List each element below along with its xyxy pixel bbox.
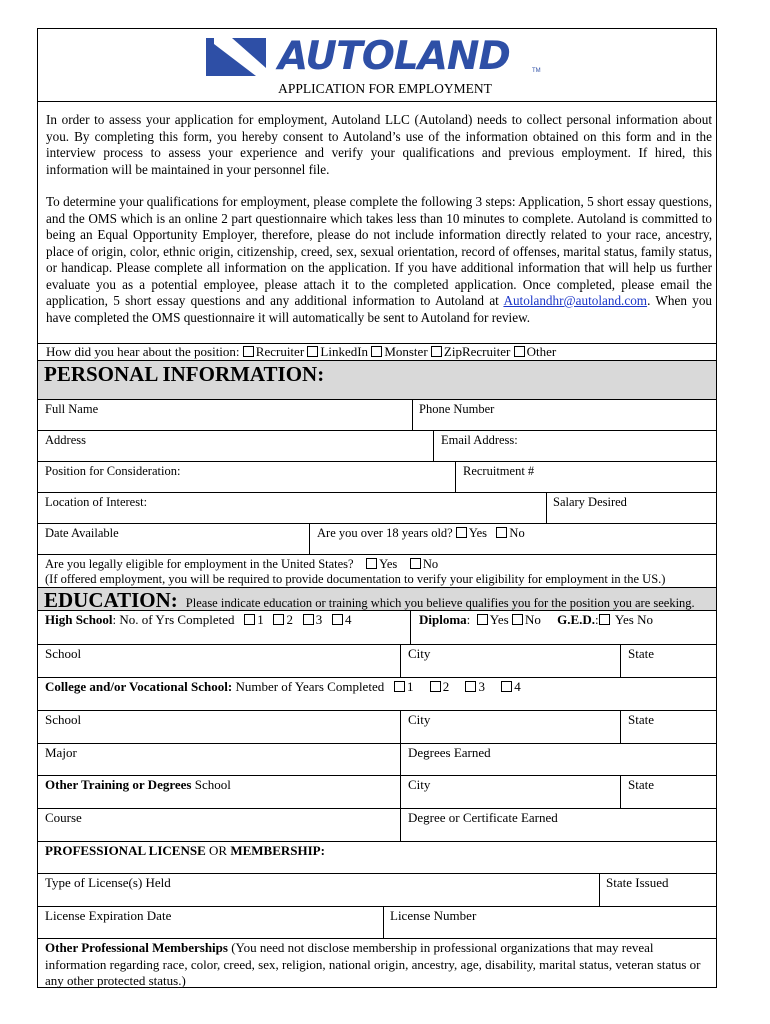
recruitment-field[interactable]: [456, 462, 716, 492]
position-label: Position for Consideration:: [45, 464, 181, 478]
college-label: College and/or Vocational School:: [45, 679, 233, 694]
education-heading: EDUCATION:: [44, 588, 178, 612]
over-18-no-checkbox[interactable]: [496, 527, 507, 538]
address-label: Address: [45, 433, 86, 447]
hs-year-2-label: 2: [286, 612, 293, 627]
college-year-3-label: 3: [478, 679, 485, 694]
license-heading-1: PROFESSIONAL LICENSE: [45, 843, 206, 858]
diploma-no-checkbox[interactable]: [512, 614, 523, 625]
memberships-note: (You need not disclose membership in professional organizations that may reveal information regarding race, color, creed, sex, religion, national origin, ancestry, age, disability, marital status, veteran status or any other protected status.): [45, 940, 701, 988]
high-school-label: High School: [45, 612, 113, 627]
other-label: Other: [526, 344, 557, 359]
hs-year-1-label: 1: [257, 612, 264, 627]
location-label: Location of Interest:: [45, 495, 148, 509]
date-available-label: Date Available: [45, 526, 119, 540]
ged-label: G.E.D.: [557, 612, 596, 627]
form-title: APPLICATION FOR EMPLOYMENT: [278, 81, 492, 96]
college-years-label: Number of Years Completed: [232, 679, 385, 694]
phone-label: Phone Number: [419, 402, 495, 416]
autoland-logo: [206, 36, 546, 80]
hs-school-label: School: [45, 646, 82, 661]
college-row: [45, 679, 521, 695]
college-year-1-label: 1: [406, 679, 414, 694]
college-year-1-checkbox[interactable]: [394, 681, 405, 692]
degrees-earned-label: Degrees Earned: [408, 745, 491, 760]
education-heading-row: [44, 588, 695, 612]
eligible-yes-checkbox[interactable]: [366, 558, 377, 569]
over-18-yes-checkbox[interactable]: [456, 527, 467, 538]
college-year-4-checkbox[interactable]: [501, 681, 512, 692]
memberships-text: [45, 940, 710, 990]
college-year-4-label: 4: [514, 679, 521, 694]
other-state-label: State: [628, 777, 654, 792]
eligible-no-label: No: [422, 557, 439, 571]
diploma-yes-label: Yes: [489, 612, 509, 627]
phone-field[interactable]: [413, 400, 716, 430]
salary-field[interactable]: [547, 493, 716, 523]
hs-year-2-checkbox[interactable]: [273, 614, 284, 625]
eligible-note: (If offered employment, you will be required to provide documentation to verify your eligibility for employment in the US.): [45, 572, 666, 586]
linkedin-checkbox[interactable]: [307, 346, 318, 357]
eligible-row: [45, 556, 438, 572]
high-school-years-label: : No. of Yrs Completed: [112, 612, 235, 627]
location-field[interactable]: [38, 493, 546, 523]
major-label: Major: [45, 745, 77, 760]
full-name-field[interactable]: [38, 400, 412, 430]
license-type-label: Type of License(s) Held: [45, 875, 171, 890]
hs-year-1-checkbox[interactable]: [244, 614, 255, 625]
recruitment-label: Recruitment #: [463, 464, 535, 478]
ziprecruiter-checkbox[interactable]: [431, 346, 442, 357]
diploma-row: Diploma: Yes No G.E.D.: Yes No: [419, 612, 653, 627]
date-available-field[interactable]: [38, 524, 309, 554]
over-18-yes-label: Yes: [468, 526, 488, 540]
other-city-label: City: [408, 777, 431, 792]
intro-paragraph-2-text: To determine your qualifications for employment, please complete the following 3 steps: Application, 5 short essay questions, and the OMS which is an online 2 part questionnaire which takes less than 10 minutes to complete. Autoland is committed to being an Equal Opportunity Employer, therefore, please do not include information directly related to your race, ancestry, place of origin, color, ethnic origin, citizenship, creed, sex, sexual orientation, record of offenses, marital status, family status, or handicap. Please complete all information on the application. If you have additional information that will help us further evaluate you as a potential employee, please attach it to the completed application. Once completed, please email the application, 5 short essay questions and any additional information to Autoland at: [46, 194, 712, 308]
college-school-label: School: [45, 712, 82, 727]
education-subheading: Please indicate education or training which you believe qualifies you for the position you are seeking.: [185, 596, 695, 610]
hear-about-row: [46, 344, 556, 360]
course-label: Course: [45, 810, 82, 825]
hs-state-label: State: [628, 646, 654, 661]
college-city-label: City: [408, 712, 431, 727]
other-training-row: [45, 777, 231, 793]
monster-checkbox[interactable]: [371, 346, 382, 357]
license-heading-or: OR: [205, 843, 231, 858]
salary-label: Salary Desired: [553, 495, 627, 509]
diploma-no-label: No: [524, 612, 541, 627]
state-issued-label: State Issued: [606, 875, 669, 890]
hs-year-4-label: 4: [344, 612, 352, 627]
eligible-yes-label: Yes: [379, 557, 398, 571]
other-checkbox[interactable]: [514, 346, 525, 357]
high-school-row: [45, 612, 351, 628]
diploma-label: Diploma: [419, 612, 467, 627]
license-heading-2: MEMBERSHIP:: [230, 843, 325, 858]
ged-checkbox[interactable]: [599, 614, 610, 625]
degree-cert-label: Degree or Certificate Earned: [408, 810, 558, 825]
eligible-label: Are you legally eligible for employment in the United States?: [45, 557, 354, 571]
college-state-label: State: [628, 712, 654, 727]
license-number-label: License Number: [390, 908, 477, 923]
intro-paragraph-2: [46, 194, 712, 326]
hs-year-3-checkbox[interactable]: [303, 614, 314, 625]
address-field[interactable]: [38, 431, 433, 461]
eligible-no-checkbox[interactable]: [410, 558, 421, 569]
personal-info-heading: PERSONAL INFORMATION:: [44, 362, 325, 386]
full-name-label: Full Name: [45, 402, 99, 416]
monster-label: Monster: [384, 344, 428, 359]
hs-city-label: City: [408, 646, 431, 661]
position-field[interactable]: [38, 462, 455, 492]
logo-wordmark: AUTOLAND: [278, 34, 510, 79]
hs-year-3-label: 3: [315, 612, 323, 627]
memberships-label: Other Professional Memberships: [45, 940, 228, 955]
intro-paragraph-1: In order to assess your application for employment, Autoland LLC (Autoland) needs to collect personal information about you. By completing this form, you hereby consent to Autoland’s use of the information obtained on this form and in the interview process to assess your experience and verify your qualifications and previous employment. If hired, this information will be maintained in your personnel file.: [46, 112, 712, 177]
logo-trademark: TM: [532, 68, 541, 74]
license-heading: [45, 843, 325, 859]
intro-paragraph-2-end: . When you have completed the OMS questionnaire it will automatically be sent to Autoland for review.: [46, 293, 713, 325]
college-year-2-checkbox[interactable]: [430, 681, 441, 692]
license-expiration-label: License Expiration Date: [45, 908, 172, 923]
over-18-label: Are you over 18 years old?: [317, 526, 453, 540]
email-address-field[interactable]: [434, 431, 716, 461]
over-18-no-label: No: [509, 526, 525, 540]
college-year-2-label: 2: [442, 679, 450, 694]
ziprecruiter-label: ZipRecruiter: [443, 344, 511, 359]
linkedin-label: LinkedIn: [320, 344, 369, 359]
college-year-3-checkbox[interactable]: [465, 681, 476, 692]
hs-year-4-checkbox[interactable]: [332, 614, 343, 625]
email-link[interactable]: Autolandhr@autoland.com: [503, 293, 648, 308]
recruiter-label: Recruiter: [255, 344, 305, 359]
email-address-label: Email Address:: [441, 433, 518, 447]
hear-about-label: How did you hear about the position:: [46, 344, 240, 359]
other-school-label: School: [191, 777, 231, 792]
ged-yes-no-label: Yes No: [614, 612, 653, 627]
over-18-row: [317, 525, 525, 541]
other-training-label: Other Training or Degrees: [45, 777, 192, 792]
recruiter-checkbox[interactable]: [243, 346, 254, 357]
diploma-yes-checkbox[interactable]: [477, 614, 488, 625]
